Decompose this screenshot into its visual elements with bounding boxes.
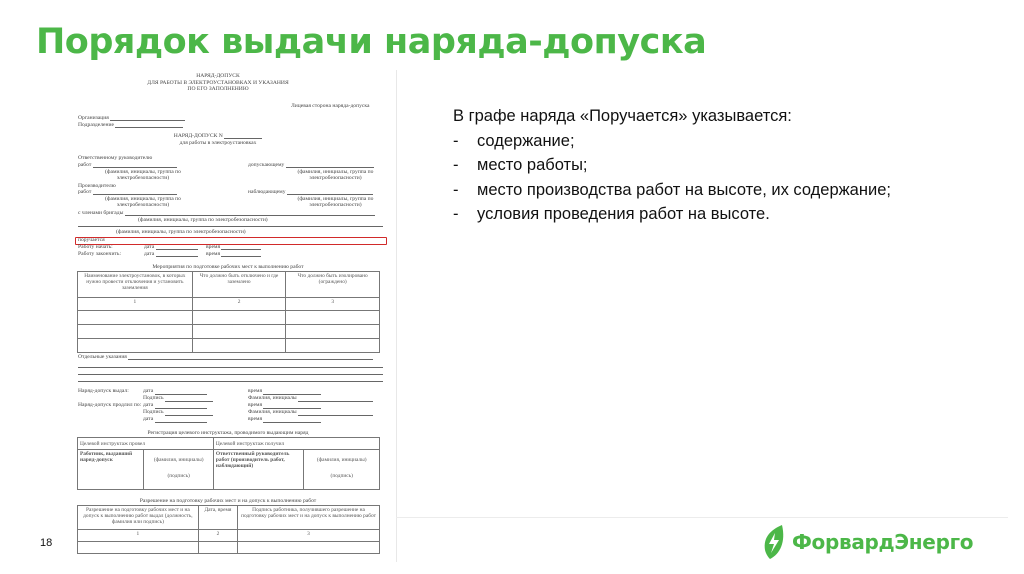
company-logo <box>762 524 973 560</box>
form-header <box>68 73 368 93</box>
slide-title: Порядок выдачи наряда-допуска <box>36 22 707 62</box>
list-item: - содержание; <box>453 131 575 150</box>
special-field: Отдельные указания <box>78 354 373 360</box>
producer-label: Производителю <box>78 183 116 189</box>
responsible-label: Ответственному руководителю <box>78 155 153 161</box>
extended-label: Наряд-допуск продлил по: <box>78 402 142 408</box>
hint: (фамилия, инициалы, группа по электробезопасности) <box>138 217 268 223</box>
permit-sub: для работы в электроустановках <box>179 140 257 146</box>
hint: (фамилия, инициалы, группа по электробезопасности) <box>297 196 374 208</box>
admitting-field: допускающему <box>248 162 374 168</box>
responsible-field: работ <box>78 162 177 168</box>
start-work-row: Работу начать: дата время <box>78 244 113 250</box>
page-number: 18 <box>40 537 53 549</box>
list-item: - место производства работ на высоте, их содержание; <box>453 180 891 199</box>
permit-no: НАРЯД-ДОПУСК N <box>68 133 368 139</box>
form-header-line: ДЛЯ РАБОТЫ В ЭЛЕКТРОУСТАНОВКАХ И УКАЗАНИЯ <box>147 79 289 86</box>
permit-form-image <box>68 70 397 562</box>
hint: (фамилия, инициалы, группа по электробезопасности) <box>105 169 181 181</box>
side-label: Лицевая сторона наряда-допуска <box>291 103 370 109</box>
org-field: Организация <box>78 115 185 121</box>
issued-fields: дата Подпись дата Подпись дата <box>143 388 213 423</box>
observer-field: наблюдающему <box>248 189 373 195</box>
intro-text: В графе наряда «Поручается» указывается: <box>453 107 792 125</box>
list-item: - место работы; <box>453 156 588 174</box>
list-item: - условия проведения работ на высоте. <box>453 205 770 223</box>
blank-line <box>78 226 383 227</box>
leaf-lightning-icon <box>762 524 786 560</box>
issued-fields-right: время Фамилия, инициалы время Фамилия, инициалы время <box>248 388 373 423</box>
logo-text: ФорвардЭнерго <box>792 530 974 554</box>
brigade-field: с членами бригады <box>78 210 375 216</box>
permission-title: Разрешение на подготовку рабочих мест и на допуск к выполнению работ <box>139 498 317 504</box>
briefing-table: Целевой инструктаж провел Целевой инструктаж получил Работник, выдавший наряд-допуск (фамилия, инициалы) (подпись) Ответственный руководитель работ (производитель работ, наблюдающий) (фамилия, инициалы) (подпись) <box>77 437 380 490</box>
entrusted-label: поручается <box>78 237 105 243</box>
producer-field: работ <box>78 189 177 195</box>
end-work-row: Работу закончить: дата время <box>78 251 121 257</box>
hint: (фамилия, инициалы, группа по электробезопасности) <box>116 229 246 235</box>
hint: (фамилия, инициалы, группа по электробезопасности) <box>105 196 181 208</box>
issued-label: Наряд-допуск выдал: <box>78 388 129 394</box>
measures-table: Наименование электроустановок, в которых нужно провести отключения и установить заземления Что должно быть отключено и где заземлено Что должно быть изолировано (ограждено) 1 2 3 <box>77 271 380 353</box>
hint: (фамилия, инициалы, группа по электробезопасности) <box>297 169 374 181</box>
permission-table: Разрешение на подготовку рабочих мест и на допуск к выполнению работ выдал (должность, фамилия или подпись) Дата, время Подпись работника, получившего разрешение на подготовку рабочих мест и на допуск к выполнению работ 1 2 3 <box>77 505 380 554</box>
briefing-title: Регистрация целевого инструктажа, проводимого выдающим наряд <box>147 430 309 436</box>
measures-title: Мероприятия по подготовке рабочих мест к выполнению работ <box>152 264 304 270</box>
form-header-line: НАРЯД-ДОПУСК <box>196 73 240 79</box>
footer-divider <box>396 517 1008 518</box>
blank-line <box>78 381 383 382</box>
explanation-text <box>453 104 891 227</box>
dept-field: Подразделение <box>78 122 183 128</box>
blank-line <box>78 367 383 368</box>
form-header-line: ПО ЕГО ЗАПОЛНЕНИЮ <box>187 86 249 92</box>
blank-line <box>78 374 383 375</box>
